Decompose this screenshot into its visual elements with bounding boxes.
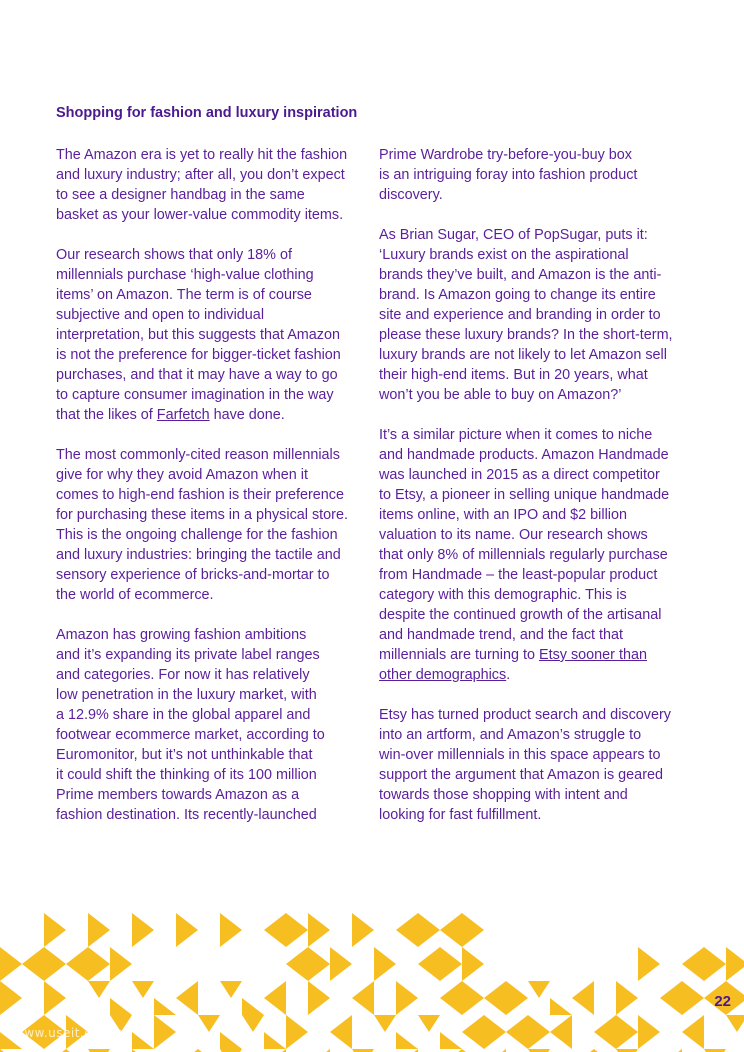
text-line: that only 8% of millennials regularly purchase	[379, 547, 668, 563]
text-line: Prime members towards Amazon as a	[56, 787, 300, 803]
paragraph	[56, 245, 364, 425]
text-line: was launched in 2015 as a direct competitor	[379, 467, 660, 483]
text-line: items online, with an IPO and $2 billion	[379, 507, 627, 523]
pattern-triangle	[264, 981, 286, 1015]
text-line: discovery.	[379, 187, 443, 203]
text-line: Our research shows that only 18% of	[56, 247, 292, 263]
left-column	[56, 145, 364, 825]
text-line: basket as your lower-value commodity items.	[56, 207, 344, 223]
text-line: millennials purchase ‘high-value clothing	[56, 267, 314, 283]
text-line: please these luxury brands? In the short-term,	[379, 327, 673, 343]
text-line: give for why they avoid Amazon when it	[56, 467, 308, 483]
text-fragment: millennials are turning to	[379, 647, 539, 663]
page-number: 22	[714, 993, 731, 1010]
section-heading: Shopping for fashion and luxury inspiration	[56, 105, 358, 121]
pattern-triangle	[440, 913, 484, 947]
etsy-link-continued[interactable]: other demographics	[379, 667, 507, 683]
text-line: and handmade trend, and the fact that	[379, 627, 624, 643]
text-line: from Handmade – the least-popular product	[379, 567, 658, 583]
pattern-triangle	[352, 913, 374, 947]
pattern-triangle	[264, 913, 308, 947]
text-line: sensory experience of bricks-and-mortar to	[56, 567, 330, 583]
text-line: the world of ecommerce.	[56, 587, 214, 603]
pattern-triangle	[242, 1015, 286, 1049]
text-line: is not the preference for bigger-ticket fashion	[56, 347, 341, 363]
text-line: into an artform, and Amazon’s struggle to	[379, 727, 642, 743]
pattern-triangle	[396, 981, 418, 1015]
pattern-triangle	[462, 947, 484, 981]
pattern-triangle	[352, 981, 374, 1015]
pattern-triangle	[726, 1015, 744, 1049]
text-line: brand. Is Amazon going to change its entire	[379, 287, 656, 303]
text-line: This is the ongoing challenge for the fashion	[56, 527, 338, 543]
text-line: The Amazon era is yet to really hit the fashion	[56, 147, 348, 163]
text-line: to see a designer handbag in the same	[56, 187, 305, 203]
pattern-triangle	[308, 913, 330, 947]
paragraph	[379, 425, 687, 685]
text-line: It’s a similar picture when it comes to niche	[379, 427, 653, 443]
text-line: and luxury industry; after all, you don’t expect	[56, 167, 345, 183]
text-line: despite the continued growth of the artisanal	[379, 607, 662, 623]
text-line: and it’s expanding its private label ranges	[56, 647, 320, 663]
paragraph	[56, 625, 364, 825]
watermark: www.useit.com.cn	[14, 1026, 131, 1040]
text-line: footwear ecommerce market, according to	[56, 727, 325, 743]
paragraph	[56, 145, 364, 225]
text-line: a 12.9% share in the global apparel and	[56, 707, 311, 723]
text-line: Euromonitor, but it’s not unthinkable that	[56, 747, 313, 763]
text-line: to capture consumer imagination in the way	[56, 387, 334, 403]
pattern-triangle	[374, 1015, 418, 1049]
pattern-triangle	[198, 1015, 242, 1049]
pattern-triangle	[506, 1015, 550, 1049]
pattern-triangle	[418, 947, 462, 981]
pattern-triangle	[374, 947, 396, 981]
text-line: luxury brands are not likely to let Amazon sell	[379, 347, 667, 363]
text-line: support the argument that Amazon is geared	[379, 767, 663, 783]
pattern-triangle	[550, 1015, 572, 1049]
pattern-triangle	[308, 981, 330, 1015]
text-line: subjective and open to individual	[56, 307, 265, 323]
pattern-triangle	[110, 947, 132, 981]
pattern-triangle	[0, 981, 22, 1015]
pattern-triangle	[132, 913, 154, 947]
pattern-triangle	[638, 947, 660, 981]
text-line: The most commonly-cited reason millennials	[56, 447, 340, 463]
text-line: items’ on Amazon. The term is of course	[56, 287, 312, 303]
pattern-triangle	[440, 981, 484, 1015]
text-line: interpretation, but this suggests that Amazon	[56, 327, 340, 343]
pattern-triangle	[22, 947, 66, 981]
paragraph	[56, 445, 364, 605]
text-line: category with this demographic. This is	[379, 587, 627, 603]
pattern-triangle	[396, 913, 440, 947]
text-line	[379, 645, 687, 665]
pattern-triangle	[132, 981, 176, 1015]
pattern-triangle	[572, 981, 594, 1015]
text-line: comes to high-end fashion is their preference	[56, 487, 344, 503]
text-line: site and experience and branding in order to	[379, 307, 661, 323]
pattern-triangle	[286, 947, 330, 981]
pattern-triangle	[594, 1015, 638, 1049]
pattern-triangle	[220, 981, 264, 1015]
pattern-triangle	[660, 981, 704, 1015]
text-line	[379, 665, 687, 685]
text-line: fashion destination. Its recently-launched	[56, 807, 317, 823]
text-line: and categories. For now it has relatively	[56, 667, 310, 683]
pattern-triangle	[154, 1015, 176, 1049]
paragraph	[379, 225, 687, 405]
paragraph	[379, 145, 687, 205]
text-fragment: .	[506, 667, 511, 683]
pattern-triangle	[88, 981, 132, 1015]
text-line: low penetration in the luxury market, with	[56, 687, 317, 703]
text-line: and luxury industries: bringing the tactile and	[56, 547, 341, 563]
pattern-triangle	[726, 947, 744, 981]
pattern-triangle	[330, 1015, 352, 1049]
text-line: ‘Luxury brands exist on the aspirational	[379, 247, 629, 263]
text-line: and handmade products. Amazon Handmade	[379, 447, 669, 463]
paragraph	[379, 705, 687, 825]
text-line: Prime Wardrobe try-before-you-buy box	[379, 147, 632, 163]
text-line	[56, 405, 364, 425]
text-line: their high-end items. But in 20 years, what	[379, 367, 648, 383]
pattern-triangle	[682, 1015, 704, 1049]
pattern-triangle	[528, 981, 572, 1015]
text-line: it could shift the thinking of its 100 million	[56, 767, 317, 783]
text-line: As Brian Sugar, CEO of PopSugar, puts it:	[379, 227, 648, 243]
right-column	[379, 145, 687, 825]
pattern-triangle	[616, 981, 638, 1015]
text-line: is an intriguing foray into fashion product	[379, 167, 638, 183]
farfetch-link[interactable]: Farfetch	[156, 407, 210, 423]
text-line: purchases, and that it may have a way to go	[56, 367, 338, 383]
text-line: win-over millennials in this space appears to	[379, 747, 661, 763]
pattern-triangle	[286, 1015, 308, 1049]
text-line: to Etsy, a pioneer in selling unique handmade	[379, 487, 670, 503]
pattern-triangle	[44, 913, 66, 947]
text-fragment: have done.	[209, 407, 285, 423]
text-line: looking for fast fulfillment.	[379, 807, 542, 823]
text-line: for purchasing these items in a physical store.	[56, 507, 348, 523]
pattern-triangle	[44, 981, 66, 1015]
pattern-triangle	[0, 947, 22, 981]
text-line: won’t you be able to buy on Amazon?’	[379, 387, 622, 403]
text-line: valuation to its name. Our research shows	[379, 527, 648, 543]
pattern-triangle	[484, 981, 528, 1015]
pattern-triangle	[176, 981, 198, 1015]
pattern-triangle	[682, 947, 726, 981]
text-line: Etsy has turned product search and discovery	[379, 707, 671, 723]
pattern-triangle	[418, 1015, 462, 1049]
text-fragment: that the likes of	[56, 407, 157, 423]
pattern-triangle	[330, 947, 352, 981]
text-line: brands they’ve built, and Amazon is the anti-	[379, 267, 662, 283]
pattern-triangle	[638, 1015, 660, 1049]
pattern-triangle	[88, 913, 110, 947]
pattern-triangle	[220, 913, 242, 947]
text-line: towards those shopping with intent and	[379, 787, 628, 803]
pattern-triangle	[462, 1015, 506, 1049]
pattern-triangle	[66, 947, 110, 981]
text-line: Amazon has growing fashion ambitions	[56, 627, 307, 643]
pattern-triangle	[176, 913, 198, 947]
etsy-link[interactable]: Etsy sooner than	[538, 647, 647, 663]
